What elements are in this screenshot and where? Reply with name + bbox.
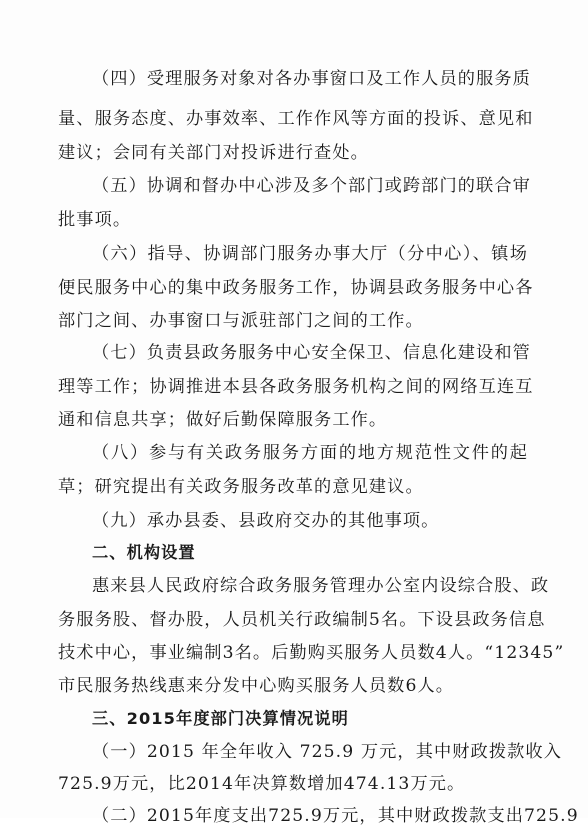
section-3-heading: 三、2015年度部门决算情况说明 [92,709,349,728]
paragraph-8-line-2: 草；研究提出有关政务服务改革的意见建议。 [58,477,424,497]
org-paragraph-line-1: 惠来县人民政府综合政务服务管理办公室内设综合股、政 [92,576,550,596]
paragraph-5-line-1: （五）协调和督办中心涉及多个部门或跨部门的联合审 [92,176,531,196]
paragraph-4-line-1: （四）受理服务对象对各办事窗口及工作人员的服务质 [92,69,531,89]
expense-paragraph-line-1: （二）2015年度支出725.9万元，其中财政拨款支出725.9 [92,806,579,826]
paragraph-8-line-1: （八）参与有关政务服务方面的地方规范性文件的起 [92,443,528,463]
paragraph-7-line-1: （七）负责县政务服务中心安全保卫、信息化建设和管 [92,343,531,363]
paragraph-4-line-2: 量、服务态度、办事效率、工作作风等方面的投诉、意见和 [58,109,534,129]
income-paragraph-line-1: （一）2015 年全年收入 725.9 万元，其中财政拨款收入 [92,742,562,762]
paragraph-5-line-2: 批事项。 [58,210,132,230]
paragraph-7-line-2: 理等工作；协调推进本县各政务服务机构之间的网络互连互 [58,377,534,397]
paragraph-9-line-1: （九）承办县委、县政府交办的其他事项。 [92,511,440,531]
income-paragraph-line-2: 725.9万元，比2014年决算数增加474.13万元。 [58,774,466,794]
org-paragraph-line-2: 务服务股、督办股，人员机关行政编制5名。下设县政务信息 [58,610,546,630]
paragraph-7-line-3: 通和信息共享；做好后勤保障服务工作。 [58,410,388,430]
section-2-heading: 二、机构设置 [92,543,196,562]
org-paragraph-line-4: 市民服务热线惠来分发中心购买服务人员数6人。 [58,676,455,696]
paragraph-4-line-3: 建议；会同有关部门对投诉进行查处。 [58,143,369,163]
paragraph-6-line-3: 部门之间、办事窗口与派驻部门之间的工作。 [58,311,424,331]
org-paragraph-line-3: 技术中心，事业编制3名。后勤购买服务人员数4人。“12345” [58,643,565,663]
paragraph-6-line-1: （六）指导、协调部门服务办事大厅（分中心）、镇场 [92,244,528,264]
paragraph-6-line-2: 便民服务中心的集中政务服务工作，协调县政务服务中心各 [58,278,534,298]
